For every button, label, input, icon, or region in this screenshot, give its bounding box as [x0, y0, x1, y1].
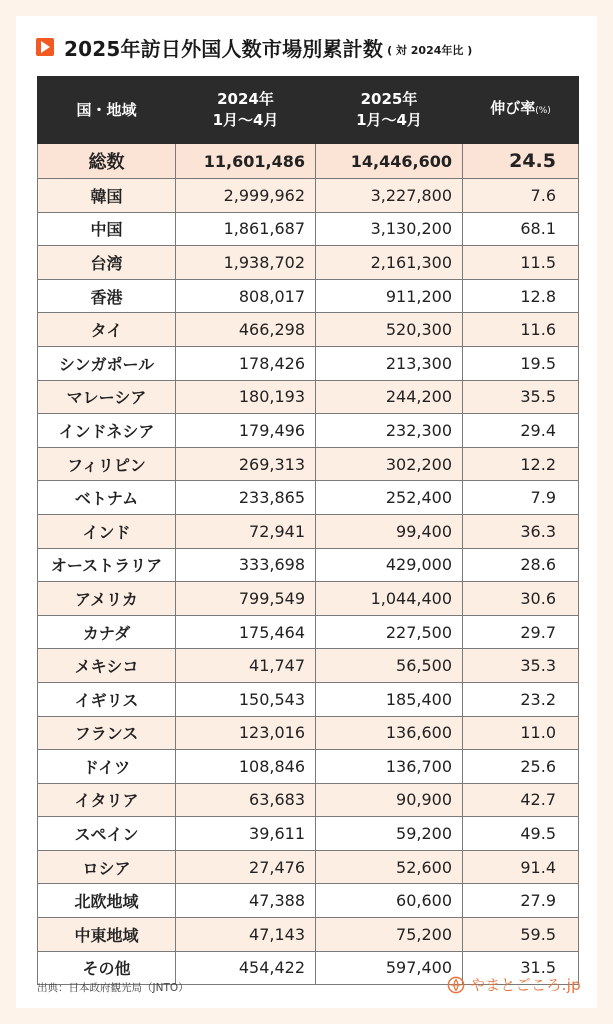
- header-region: [38, 77, 176, 144]
- value-2025-cell: 302,200: [316, 447, 463, 481]
- region-cell: スペイン: [38, 817, 176, 851]
- value-2025-cell: 1,044,400: [316, 582, 463, 616]
- value-2025-cell: 213,300: [316, 346, 463, 380]
- growth-cell: 29.4: [463, 414, 579, 448]
- value-2024-cell: 178,426: [176, 346, 316, 380]
- value-2025-cell: 75,200: [316, 918, 463, 952]
- visitor-table: [37, 76, 579, 985]
- value-2024-cell: 466,298: [176, 313, 316, 347]
- header-growth-label: 伸び率: [490, 99, 536, 117]
- header-2024-period: 1月～4月: [212, 111, 279, 129]
- value-2024-cell: 41,747: [176, 649, 316, 683]
- table-row: [38, 649, 579, 683]
- value-2024-cell: 11,601,486: [176, 144, 316, 179]
- region-cell: 韓国: [38, 179, 176, 213]
- table-row: [38, 380, 579, 414]
- growth-cell: 49.5: [463, 817, 579, 851]
- value-2024-cell: 179,496: [176, 414, 316, 448]
- table-row: [38, 246, 579, 280]
- region-cell: インドネシア: [38, 414, 176, 448]
- table-row: [38, 582, 579, 616]
- table-row: [38, 548, 579, 582]
- table-header-row: [38, 77, 579, 144]
- table-row: [38, 817, 579, 851]
- growth-cell: 7.6: [463, 179, 579, 213]
- value-2024-cell: 72,941: [176, 514, 316, 548]
- value-2024-cell: 63,683: [176, 783, 316, 817]
- value-2025-cell: 136,700: [316, 750, 463, 784]
- growth-cell: 11.5: [463, 246, 579, 280]
- table-row: [38, 313, 579, 347]
- value-2024-cell: 180,193: [176, 380, 316, 414]
- region-cell: シンガポール: [38, 346, 176, 380]
- table-row: [38, 414, 579, 448]
- region-cell: ロシア: [38, 850, 176, 884]
- source-note: 出典：日本政府観光局（JNTO）: [37, 982, 189, 994]
- value-2024-cell: 333,698: [176, 548, 316, 582]
- value-2024-cell: 108,846: [176, 750, 316, 784]
- growth-cell: 27.9: [463, 884, 579, 918]
- header-2025: [316, 77, 463, 144]
- value-2024-cell: 454,422: [176, 951, 316, 985]
- header-2024-year: 2024年: [217, 90, 274, 108]
- growth-cell: 31.5: [463, 951, 579, 985]
- growth-cell: 42.7: [463, 783, 579, 817]
- region-cell: フランス: [38, 716, 176, 750]
- value-2024-cell: 233,865: [176, 481, 316, 515]
- value-2025-cell: 56,500: [316, 649, 463, 683]
- value-2025-cell: 185,400: [316, 682, 463, 716]
- table-row: [38, 682, 579, 716]
- table-row: [38, 615, 579, 649]
- table-row: [38, 716, 579, 750]
- region-cell: ベトナム: [38, 481, 176, 515]
- header-growth-unit: (%): [535, 106, 551, 116]
- page-title: 2025年訪日外国人数市場別累計数: [64, 36, 384, 61]
- growth-cell: 30.6: [463, 582, 579, 616]
- value-2024-cell: 1,861,687: [176, 212, 316, 246]
- growth-cell: 91.4: [463, 850, 579, 884]
- value-2025-cell: 252,400: [316, 481, 463, 515]
- value-2025-cell: 520,300: [316, 313, 463, 347]
- table-row: [38, 179, 579, 213]
- growth-cell: 35.3: [463, 649, 579, 683]
- region-cell: 台湾: [38, 246, 176, 280]
- title-row: [36, 30, 472, 64]
- value-2025-cell: 3,227,800: [316, 179, 463, 213]
- growth-cell: 28.6: [463, 548, 579, 582]
- value-2025-cell: 136,600: [316, 716, 463, 750]
- region-cell: その他: [38, 951, 176, 985]
- table-row: [38, 212, 579, 246]
- region-cell: ドイツ: [38, 750, 176, 784]
- growth-cell: 59.5: [463, 918, 579, 952]
- table-row: [38, 346, 579, 380]
- brand-name: やまとごころ.jp: [469, 976, 581, 994]
- value-2024-cell: 1,938,702: [176, 246, 316, 280]
- table-row: [38, 884, 579, 918]
- value-2025-cell: 244,200: [316, 380, 463, 414]
- value-2024-cell: 2,999,962: [176, 179, 316, 213]
- growth-cell: 19.5: [463, 346, 579, 380]
- value-2024-cell: 808,017: [176, 279, 316, 313]
- table-row: [38, 918, 579, 952]
- page-subtitle: ( 対 2024年比 ): [387, 43, 473, 57]
- value-2025-cell: 597,400: [316, 951, 463, 985]
- region-cell: カナダ: [38, 615, 176, 649]
- value-2024-cell: 39,611: [176, 817, 316, 851]
- region-cell: イタリア: [38, 783, 176, 817]
- region-cell: 中国: [38, 212, 176, 246]
- growth-cell: 25.6: [463, 750, 579, 784]
- value-2025-cell: 2,161,300: [316, 246, 463, 280]
- table-row: [38, 481, 579, 515]
- growth-cell: 36.3: [463, 514, 579, 548]
- region-cell: 北欧地域: [38, 884, 176, 918]
- table-row: [38, 750, 579, 784]
- region-cell: タイ: [38, 313, 176, 347]
- value-2025-cell: 911,200: [316, 279, 463, 313]
- table-row: [38, 514, 579, 548]
- value-2024-cell: 27,476: [176, 850, 316, 884]
- brand-logo-icon: [447, 976, 465, 994]
- value-2025-cell: 232,300: [316, 414, 463, 448]
- value-2025-cell: 90,900: [316, 783, 463, 817]
- region-cell: オーストラリア: [38, 548, 176, 582]
- growth-cell: 29.7: [463, 615, 579, 649]
- value-2025-cell: 227,500: [316, 615, 463, 649]
- growth-cell: 35.5: [463, 380, 579, 414]
- value-2024-cell: 799,549: [176, 582, 316, 616]
- value-2025-cell: 14,446,600: [316, 144, 463, 179]
- growth-cell: 11.6: [463, 313, 579, 347]
- header-2024: [176, 77, 316, 144]
- table-row: [38, 783, 579, 817]
- region-cell: フィリピン: [38, 447, 176, 481]
- table-row: [38, 447, 579, 481]
- growth-cell: 12.8: [463, 279, 579, 313]
- table-row: [38, 850, 579, 884]
- value-2025-cell: 59,200: [316, 817, 463, 851]
- region-cell: メキシコ: [38, 649, 176, 683]
- growth-cell: 12.2: [463, 447, 579, 481]
- growth-cell: 24.5: [463, 144, 579, 179]
- growth-cell: 7.9: [463, 481, 579, 515]
- region-cell: 総数: [38, 144, 176, 179]
- value-2024-cell: 150,543: [176, 682, 316, 716]
- region-cell: アメリカ: [38, 582, 176, 616]
- region-cell: マレーシア: [38, 380, 176, 414]
- growth-cell: 11.0: [463, 716, 579, 750]
- header-2025-year: 2025年: [360, 90, 418, 108]
- header-2025-period: 1月～4月: [356, 111, 422, 129]
- table-row: [38, 279, 579, 313]
- value-2025-cell: 429,000: [316, 548, 463, 582]
- value-2025-cell: 52,600: [316, 850, 463, 884]
- region-cell: 中東地域: [38, 918, 176, 952]
- region-cell: イギリス: [38, 682, 176, 716]
- table-row-total: [38, 144, 579, 179]
- growth-cell: 68.1: [463, 212, 579, 246]
- value-2024-cell: 47,143: [176, 918, 316, 952]
- play-icon: [36, 38, 54, 56]
- value-2024-cell: 175,464: [176, 615, 316, 649]
- value-2024-cell: 123,016: [176, 716, 316, 750]
- header-growth: [463, 77, 579, 144]
- region-cell: インド: [38, 514, 176, 548]
- region-cell: 香港: [38, 279, 176, 313]
- growth-cell: 23.2: [463, 682, 579, 716]
- value-2025-cell: 60,600: [316, 884, 463, 918]
- value-2025-cell: 3,130,200: [316, 212, 463, 246]
- value-2024-cell: 47,388: [176, 884, 316, 918]
- brand-logo: [447, 974, 581, 995]
- value-2024-cell: 269,313: [176, 447, 316, 481]
- value-2025-cell: 99,400: [316, 514, 463, 548]
- header-region-label: 国・地域: [76, 100, 137, 119]
